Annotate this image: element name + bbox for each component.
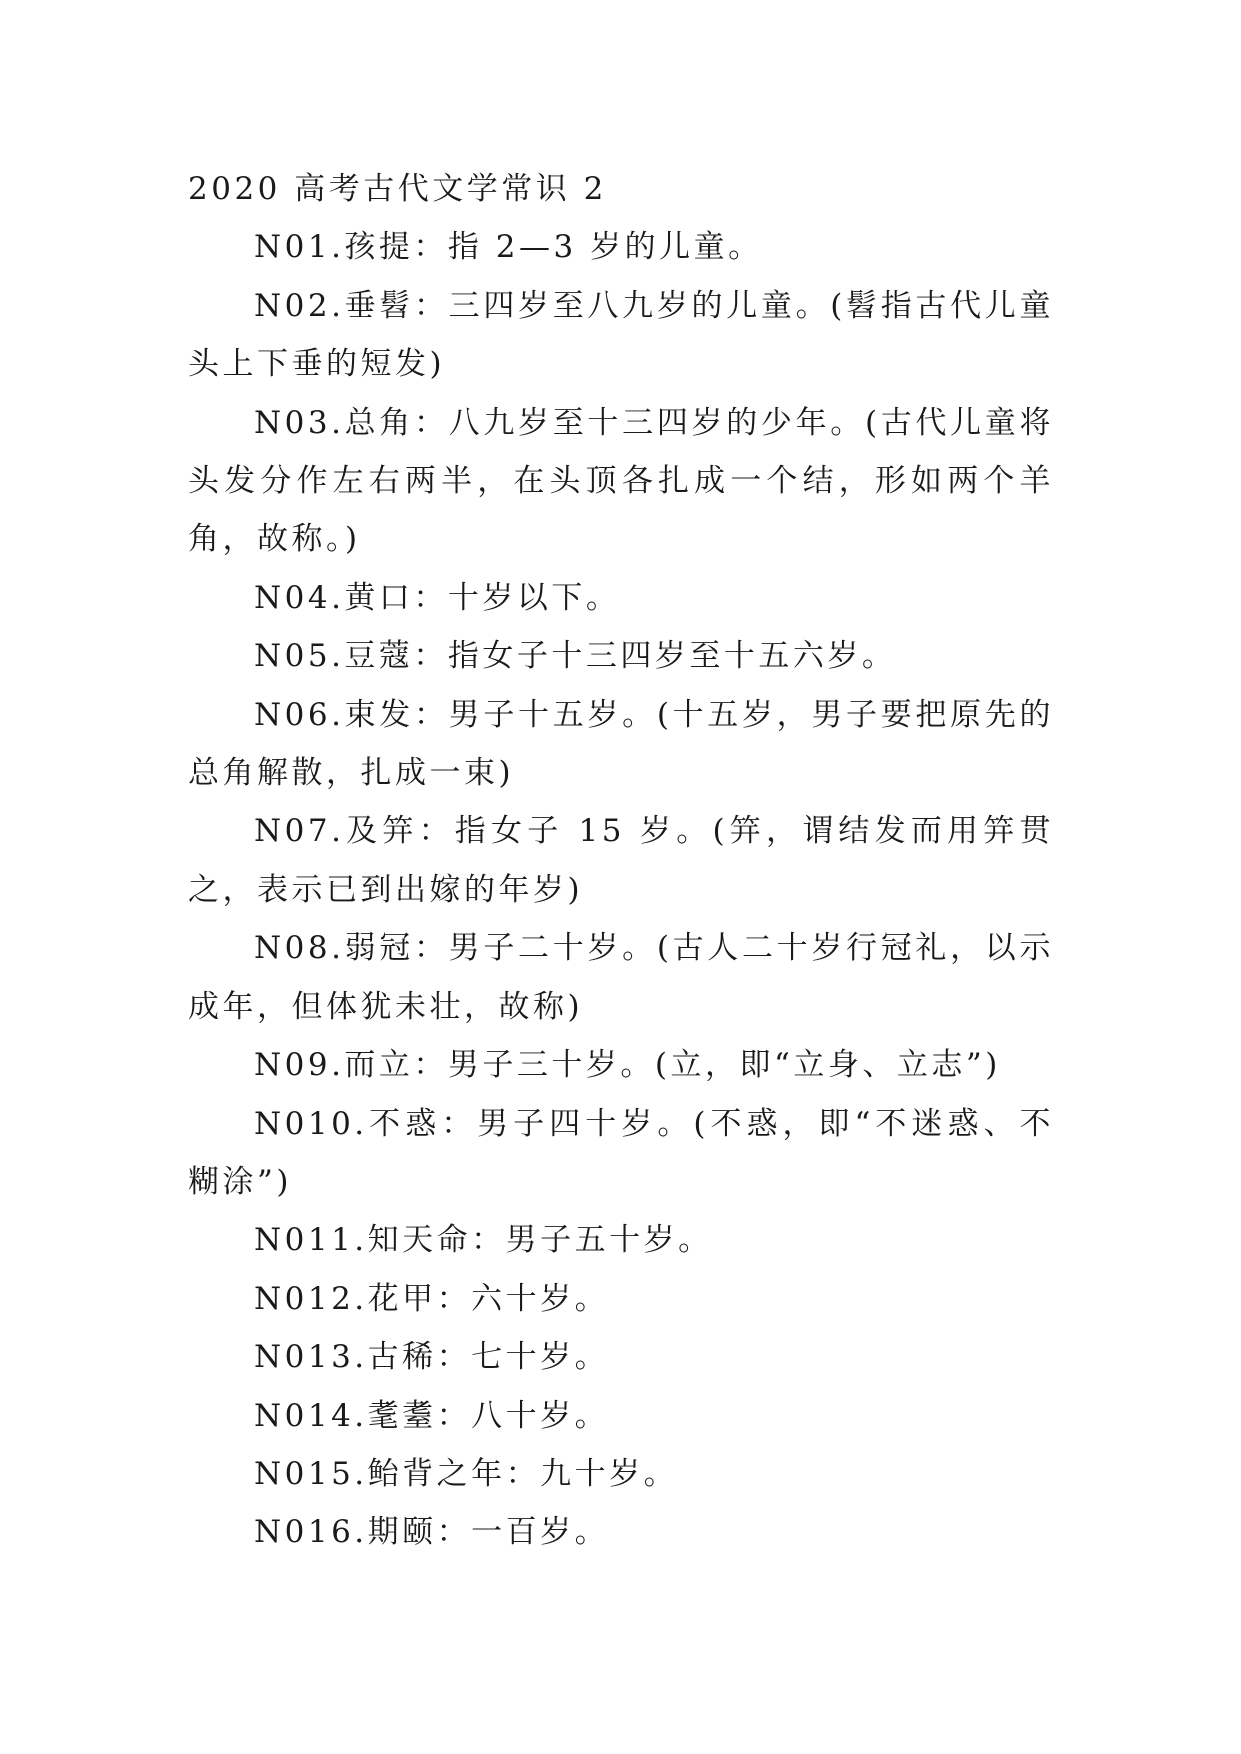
entry-n014: N014.耄耋：八十岁。 [254,1397,610,1434]
document-title: 2020 高考古代文学常识 2 [188,171,607,207]
entry-n012: N012.花甲：六十岁。 [254,1280,610,1317]
entry-n015: N015.鲐背之年：九十岁。 [254,1455,679,1492]
entry-n010: N010.不惑：男子四十岁。(不惑，即“不迷惑、不糊涂”) [188,1105,1054,1200]
entry-n04: N04.黄口：十岁以下。 [254,579,621,616]
entry-n05: N05.豆蔻：指女子十三四岁至十五六岁。 [254,638,897,675]
entry-n06: N06.束发：男子十五岁。(十五岁，男子要把原先的总角解散，扎成一束) [188,696,1054,792]
document-body [188,160,1054,1562]
entry-n016: N016.期颐：一百岁。 [254,1514,610,1551]
entry-n013: N013.古稀：七十岁。 [254,1339,610,1376]
entry-n09: N09.而立：男子三十岁。(立，即“立身、立志”) [254,1047,1001,1084]
entry-n07: N07.及笄：指女子 15 岁。(笄，谓结发而用笄贯之，表示已到出嫁的年岁) [188,813,1054,908]
entry-n011: N011.知天命：男子五十岁。 [254,1222,713,1259]
entry-n01: N01.孩提：指 2—3 岁的儿童。 [254,229,763,266]
entry-n02: N02.垂髫：三四岁至八九岁的儿童。(髫指古代儿童头上下垂的短发) [188,287,1054,383]
entry-n08: N08.弱冠：男子二十岁。(古人二十岁行冠礼，以示成年，但体犹未壮，故称) [188,930,1054,1025]
entry-n03: N03.总角：八九岁至十三四岁的少年。(古代儿童将头发分作左右两半，在头顶各扎成一个结，形如两个羊角，故称。) [188,404,1054,558]
